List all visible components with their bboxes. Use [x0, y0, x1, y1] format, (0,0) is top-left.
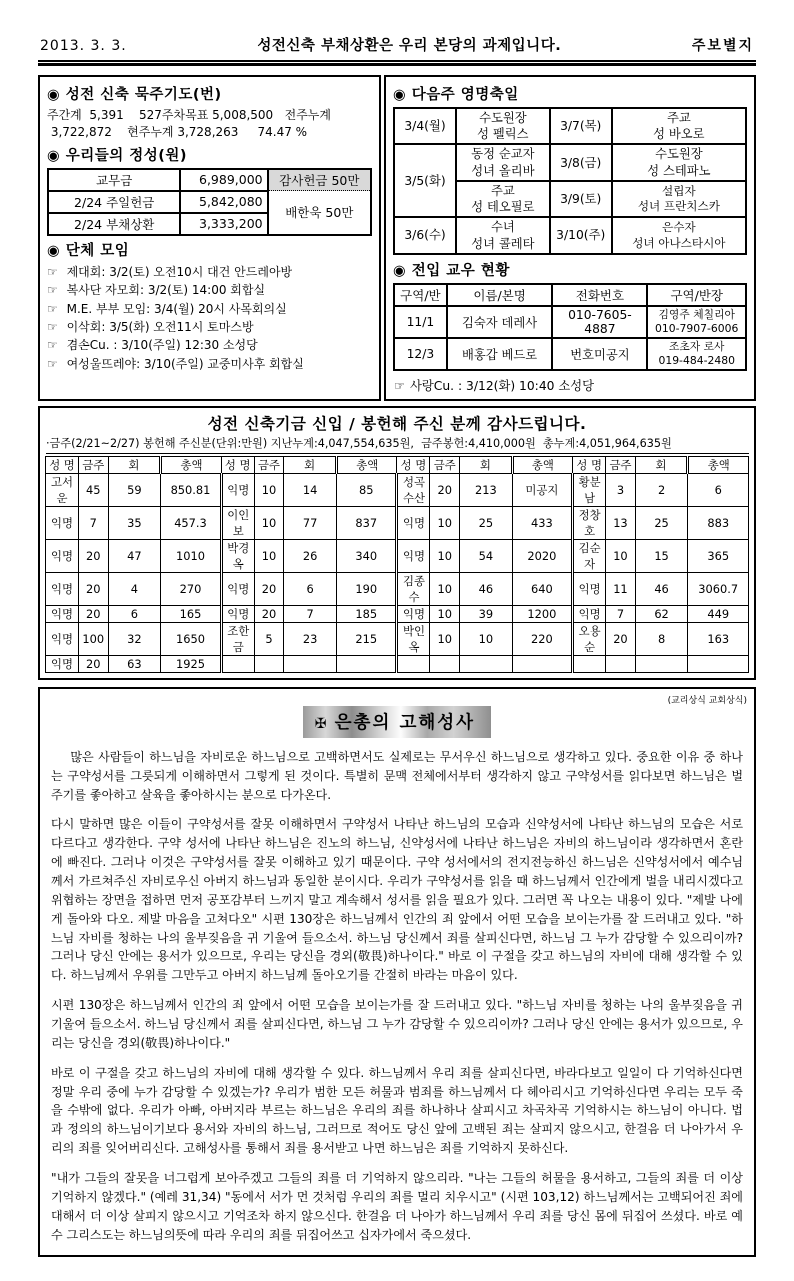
column-header: 성 명 [46, 456, 79, 473]
feast-section-title: ◉ 다음주 영명축일 [393, 87, 519, 103]
table-row [46, 572, 749, 605]
rosary-section-title: ◉ 성전 신축 묵주기도(번) [47, 87, 222, 103]
pointing-hand-icon: ☞ [47, 264, 58, 279]
week-amount: 10 [430, 506, 460, 539]
week-amount: 45 [79, 473, 109, 506]
article-paragraph: "내가 그들의 잘못을 너그럽게 보아주겠고 그들의 죄를 더 기억하지 않으리라. "나는 그들의 허물을 용서하고, 그들의 죄를 더 이상 기억하지 않겠다." (예레 31,34) "동에서 서가 먼 것처럼 우리의 죄를 멀리 치우시고" (시편 103,12) 하느님께서는 고백되어진 죄에 대해서 더 이상 살피지 않으시고 기억조차 하지 않으신다. 한걸음 더 나아가 하느님께서 우리 죄를 당신 몸에 뒤집어 쓰셨다. 바로 예수 그리스도는 하느님의뜻에 따라 우리의 죄를 뒤집어쓰고 십자가에서 죽으셨다. [51, 1171, 743, 1242]
table-row [394, 108, 746, 144]
week-amount: 20 [606, 622, 636, 655]
donor-name: 익명 [46, 622, 79, 655]
table-row [46, 473, 749, 506]
total-amount: 340 [336, 539, 396, 572]
week-amount: 10 [430, 605, 460, 622]
table-row [394, 144, 746, 180]
donor-name: 박인옥 [397, 622, 430, 655]
right-panel [384, 75, 756, 401]
week-amount: 10 [430, 539, 460, 572]
offering-amount: 5,842,080 [180, 191, 267, 213]
offering-label: 교무금 [48, 169, 180, 191]
total-amount [688, 655, 749, 672]
total-amount: 85 [336, 473, 396, 506]
article-paragraph: 많은 사람들이 하느님을 자비로운 하느님으로 고백하면서도 실제로는 무서우신 하느님으로 생각하고 있다. 중요한 이유 중 하나는 구약성서를 그릇되게 이해하면서 그렇게 된 것이다. 특별히 문맥 전체에서부터 생각하지 않고 구약성서를 읽다보면 하느님은 벌주기를 좋아하고 살육을 좋아하시는 분으로 다가온다. [51, 749, 743, 802]
donor-name [397, 655, 430, 672]
fund-header-row [46, 456, 749, 473]
feast-saint: 동정 순교자 성녀 올리바 [456, 144, 550, 180]
count: 63 [108, 655, 161, 672]
column-header: 성 명 [221, 456, 254, 473]
week-amount: 100 [79, 622, 109, 655]
count: 46 [635, 572, 688, 605]
article-title-wrap [51, 706, 743, 738]
transfer-name: 김숙자 데레사 [447, 306, 553, 338]
week-amount: 10 [606, 539, 636, 572]
table-row [394, 338, 746, 370]
total-amount: 185 [336, 605, 396, 622]
transfer-leader: 조초자 로사 019-484-2480 [647, 338, 746, 370]
transfer-name: 배홍갑 베드로 [447, 338, 553, 370]
total-amount: 1200 [512, 605, 572, 622]
week-amount: 20 [254, 572, 284, 605]
total-amount: 미공지 [512, 473, 572, 506]
meeting-text: 복사단 자모회: 3/2(토) 14:00 회합실 [66, 283, 266, 298]
column-header: 금주 [254, 456, 284, 473]
article-title-text: 은총의 고해성사 [334, 712, 476, 733]
total-amount: 163 [688, 622, 749, 655]
donor-name: 성곡수산 [397, 473, 430, 506]
count: 25 [459, 506, 512, 539]
issue-date: 2013. 3. 3. [40, 38, 127, 54]
total-amount: 457.3 [161, 506, 221, 539]
feast-saint: 수녀 성녀 콜레타 [456, 217, 550, 253]
donor-name: 익명 [397, 539, 430, 572]
donor-name: 익명 [221, 473, 254, 506]
feast-saint: 주교 성 테오필로 [456, 181, 550, 217]
fund-panel [38, 406, 756, 680]
pointing-hand-icon: ☞ [47, 356, 58, 371]
donor-name: 익명 [573, 605, 606, 622]
donor-name: 박경옥 [221, 539, 254, 572]
page-title: 성전신축 부채상환은 우리 본당의 과제입니다. [257, 38, 562, 54]
column-header: 이름/본명 [447, 284, 553, 306]
article-panel [38, 687, 756, 1257]
top-section [38, 75, 756, 401]
offering-section-title: ◉ 우리들의 정성(원) [47, 147, 188, 164]
feast-day-table [393, 107, 747, 255]
count: 23 [284, 622, 337, 655]
fund-subtitle: ·금주(2/21~2/27) 봉헌해 주신분(단위:만원) 지난누계:4,047,554,635원, 금주봉헌:4,410,000원 총누계:4,051,964,635원 [46, 435, 749, 454]
table-row [48, 191, 371, 213]
total-amount: 1925 [161, 655, 221, 672]
total-amount: 640 [512, 572, 572, 605]
week-amount: 20 [430, 473, 460, 506]
masthead [38, 34, 756, 55]
rosary-stats-line1: 주간계 5,391 527주차목표 5,008,500 전주누계 [47, 108, 331, 122]
table-row [46, 539, 749, 572]
donor-name: 정창호 [573, 506, 606, 539]
donor-name: 익명 [46, 572, 79, 605]
week-amount: 10 [430, 622, 460, 655]
week-amount: 10 [254, 473, 284, 506]
total-amount: 837 [336, 506, 396, 539]
list-item [47, 355, 372, 373]
donor-name: 익명 [397, 605, 430, 622]
count: 8 [635, 622, 688, 655]
feast-saint: 은수자 성녀 아나스타시아 [612, 217, 746, 253]
transfer-phone: 번호미공지 [552, 338, 647, 370]
week-amount [606, 655, 636, 672]
count: 2 [635, 473, 688, 506]
list-item [47, 300, 372, 318]
count: 62 [635, 605, 688, 622]
donor-name: 익명 [46, 506, 79, 539]
count: 32 [108, 622, 161, 655]
donor-name: 김종수 [397, 572, 430, 605]
offering-amount: 6,989,000 [180, 169, 267, 191]
article-paragraph: 시편 130장은 하느님께서 인간의 죄 앞에서 어떤 모습을 보이는가를 잘 드러내고 있다. "하느님 자비를 청하는 나의 울부짖음을 귀 기울여 들으소서. 하느님 당신께서 죄를 살피신다면, 하느님 그 누가 감당할 수 있으리이까? 그러나 당신 안에는 용서가 있으므로, 우리는 당신을 경외(敬畏)하나이다." [51, 998, 743, 1050]
donor-name: 김순자 [573, 539, 606, 572]
column-header: 구역/반장 [647, 284, 746, 306]
column-header: 회 [459, 456, 512, 473]
week-amount [430, 655, 460, 672]
meeting-text: 이삭회: 3/5(화) 오전11시 토마스방 [66, 320, 254, 334]
table-row [46, 622, 749, 655]
feast-date: 3/4(월) [394, 108, 456, 144]
week-amount: 10 [254, 539, 284, 572]
column-header: 금주 [79, 456, 109, 473]
total-amount: 449 [688, 605, 749, 622]
column-header: 금주 [606, 456, 636, 473]
offering-amount: 3,333,200 [180, 213, 267, 235]
count: 26 [284, 539, 337, 572]
table-row [46, 506, 749, 539]
total-amount: 270 [161, 572, 221, 605]
total-amount: 1010 [161, 539, 221, 572]
list-item [47, 263, 372, 281]
count: 7 [284, 605, 337, 622]
pointing-hand-icon: ☞ [47, 283, 58, 298]
donor-name: 익명 [221, 572, 254, 605]
meeting-text: 여성울뜨레야: 3/10(주일) 교중미사후 회합실 [66, 356, 304, 371]
transfer-zone: 11/1 [394, 306, 447, 338]
table-row [48, 169, 371, 191]
week-amount: 5 [254, 622, 284, 655]
cross-icon: ✠ [314, 715, 327, 732]
total-amount: 1650 [161, 622, 221, 655]
column-header: 회 [108, 456, 161, 473]
week-amount: 7 [606, 605, 636, 622]
column-header: 성 명 [397, 456, 430, 473]
feast-saint: 수도원장 성 스테파노 [612, 144, 746, 180]
pointing-hand-icon: ☞ [394, 378, 406, 393]
table-row [394, 284, 746, 306]
count [284, 655, 337, 672]
week-amount: 3 [606, 473, 636, 506]
total-amount: 883 [688, 506, 749, 539]
column-header: 회 [284, 456, 337, 473]
table-row [394, 217, 746, 253]
donor-name [573, 655, 606, 672]
week-amount: 20 [254, 605, 284, 622]
column-header: 총액 [161, 456, 221, 473]
total-amount [336, 655, 396, 672]
total-amount: 220 [512, 622, 572, 655]
total-amount: 433 [512, 506, 572, 539]
week-amount: 20 [79, 539, 109, 572]
column-header: 회 [635, 456, 688, 473]
donor-name [221, 655, 254, 672]
column-header: 총액 [336, 456, 396, 473]
column-header: 총액 [512, 456, 572, 473]
total-amount: 850.81 [161, 473, 221, 506]
column-header: 총액 [688, 456, 749, 473]
donor-name: 조한금 [221, 622, 254, 655]
feast-saint: 주교 성 바오로 [612, 108, 746, 144]
count: 6 [108, 605, 161, 622]
column-header: 전화번호 [552, 284, 647, 306]
week-amount: 10 [430, 572, 460, 605]
count: 14 [284, 473, 337, 506]
total-amount: 3060.7 [688, 572, 749, 605]
pointing-hand-icon: ☞ [47, 301, 58, 316]
masthead-label: 주보별지 [691, 38, 754, 54]
week-amount: 11 [606, 572, 636, 605]
feast-date: 3/5(화) [394, 144, 456, 217]
donor-name: 익명 [46, 539, 79, 572]
donor-name: 익명 [46, 605, 79, 622]
donor-name: 익명 [221, 605, 254, 622]
meeting-text: 제대회: 3/2(토) 오전10시 대건 안드레아방 [66, 264, 293, 279]
column-header: 금주 [430, 456, 460, 473]
left-panel [38, 75, 381, 401]
transfer-table [393, 283, 747, 371]
count: 213 [459, 473, 512, 506]
week-amount: 10 [254, 506, 284, 539]
thanks-offering-value: 배한욱 50만 [268, 191, 371, 235]
count: 47 [108, 539, 161, 572]
donor-name: 고서운 [46, 473, 79, 506]
total-amount: 190 [336, 572, 396, 605]
article-title [303, 706, 491, 738]
meetings-list [47, 263, 372, 374]
count: 25 [635, 506, 688, 539]
article-body [51, 748, 743, 1245]
count [635, 655, 688, 672]
total-amount: 365 [688, 539, 749, 572]
cursillo-text: 사랑Cu. : 3/12(화) 10:40 소성당 [410, 378, 595, 393]
week-amount: 20 [79, 655, 109, 672]
meeting-text: M.E. 부부 모임: 3/4(월) 20시 사목회의실 [66, 301, 287, 316]
count: 35 [108, 506, 161, 539]
total-amount: 2020 [512, 539, 572, 572]
count: 54 [459, 539, 512, 572]
total-amount [512, 655, 572, 672]
column-header: 구역/반 [394, 284, 447, 306]
column-header: 성 명 [573, 456, 606, 473]
list-item [47, 318, 372, 336]
fund-title: 성전 신축기금 신입 / 봉헌해 주신 분께 감사드립니다. [207, 414, 587, 433]
feast-date: 3/8(금) [550, 144, 612, 180]
count: 46 [459, 572, 512, 605]
thanks-offering-header: 감사헌금 50만 [268, 169, 371, 191]
donor-name: 오용순 [573, 622, 606, 655]
meeting-text: 겸손Cu. : 3/10(주일) 12:30 소성당 [66, 338, 258, 353]
feast-date: 3/6(수) [394, 217, 456, 253]
article-paragraph: 바로 이 구절을 갖고 하느님의 자비에 대해 생각할 수 있다. 하느님께서 우리 죄를 살피신다면, 바라다보고 일일이 다 기억하신다면 정말 우리 중에 누가 감당할 수 있겠는가? 우리가 범한 모든 허물과 범죄를 하느님께서 다 헤아리시고 기억하신다면 우리는 모두 죽을 수밖에 없다. 우리가 아빠, 아버지라 부르는 하느님은 우리의 죄를 하나하나 살피시고 차곡차곡 기억하시는 하느님이 아니다. 법과 정의의 하느님이기보다 용서와 자비의 하느님, 그러므로 적어도 당신 앞에 고백된 죄는 살피지 않으시고, 한걸음 더 나아가서 우리의 죄를 잊어버리신다. 고해성사를 통해서 죄를 용서받고 나면 하느님은 죄를 기억하지 못하신다. [51, 1065, 743, 1156]
feast-saint: 수도원장 성 펠릭스 [456, 108, 550, 144]
offering-label: 2/24 부채상환 [48, 213, 180, 235]
table-row [46, 605, 749, 622]
fund-table [45, 456, 749, 673]
count: 59 [108, 473, 161, 506]
week-amount: 13 [606, 506, 636, 539]
feast-date: 3/7(목) [550, 108, 612, 144]
count: 10 [459, 622, 512, 655]
week-amount: 20 [79, 572, 109, 605]
feast-date: 3/10(주) [550, 217, 612, 253]
week-amount: 7 [79, 506, 109, 539]
total-amount: 215 [336, 622, 396, 655]
list-item [47, 281, 372, 299]
donor-name: 황분남 [573, 473, 606, 506]
table-row [46, 655, 749, 672]
article-paragraph: 다시 말하면 많은 이들이 구약성서를 잘못 이해하면서 구약성서 나타난 하느님의 모습과 신약성서에 나타난 하느님의 모습은 서로 다르다고 생각한다. 구약 성서에 나타난 하느님은 진노의 하느님, 신약성서에 나타난 하느님은 자비의 하느님이라 생각하면서 혼란에 빠진다. 그러나 이것은 구약성서를 잘못 이해하고 있기 때문이다. 구약 성서에서의 전지전능하신 하느님은 신약성서에서 예수님께서 가르쳐주신 자비로우신 아버지 하느님과 동일한 분이시다. 우리가 구약성서를 읽을 때 하느님께서 인간에게 벌을 내리시겠다고 위협하는 장면을 접하면 먼저 공포감부터 느끼지 말고 계속해서 성서를 읽을 필요가 있다. 그러면 꼭 나오는 내용이 있다. "제발 나에게 돌아와 다오. 제발 마음을 고쳐다오" 시편 130장은 하느님께서 인간의 죄 앞에서 어떤 모습을 보이는가를 잘 드러내고 있다. "하느님 자비를 청하는 나의 울부짖음을 귀 기울여 들으소서. 하느님 당신께서 죄를 살피신다면, 하느님 그 누가 감당할 수 있으리이까? 그러나 당신 안에는 용서가 있으므로, 우리는 당신을 경외(敬畏)하나이다." 바로 이 구절을 갖고 하느님의 자비에 대해 생각할 수 있다. 하느님께서 우위를 그만두고 아버지 하느님께 돌아오기를 간절히 바라는 마음이 있다. [51, 817, 743, 983]
cursillo-note [394, 376, 747, 394]
table-row [394, 306, 746, 338]
pointing-hand-icon: ☞ [47, 338, 58, 353]
week-amount [254, 655, 284, 672]
offering-table [47, 168, 372, 236]
meetings-section-title: ◉ 단체 모임 [47, 242, 130, 259]
count: 77 [284, 506, 337, 539]
list-item [47, 336, 372, 354]
week-amount: 20 [79, 605, 109, 622]
offering-label: 2/24 주일헌금 [48, 191, 180, 213]
count: 39 [459, 605, 512, 622]
transfer-leader: 김영주 체칠리아 010-7907-6006 [647, 306, 746, 338]
donor-name: 익명 [397, 506, 430, 539]
article-category-note: (교리상식 교회상식) [667, 695, 747, 706]
total-amount: 165 [161, 605, 221, 622]
pointing-hand-icon: ☞ [47, 320, 58, 334]
count: 4 [108, 572, 161, 605]
total-amount: 6 [688, 473, 749, 506]
feast-date: 3/9(토) [550, 181, 612, 217]
donor-name: 익명 [46, 655, 79, 672]
count: 15 [635, 539, 688, 572]
transfer-section-title: ◉ 전입 교우 현황 [393, 262, 510, 279]
transfer-phone: 010-7605-4887 [552, 306, 647, 338]
feast-saint: 설립자 성녀 프란치스카 [612, 181, 746, 217]
count: 6 [284, 572, 337, 605]
transfer-zone: 12/3 [394, 338, 447, 370]
donor-name: 이인보 [221, 506, 254, 539]
donor-name: 익명 [573, 572, 606, 605]
rosary-stats-line2: 3,722,872 현주누계 3,728,263 74.47 % [47, 124, 308, 139]
header-divider [38, 60, 756, 66]
count [459, 655, 512, 672]
